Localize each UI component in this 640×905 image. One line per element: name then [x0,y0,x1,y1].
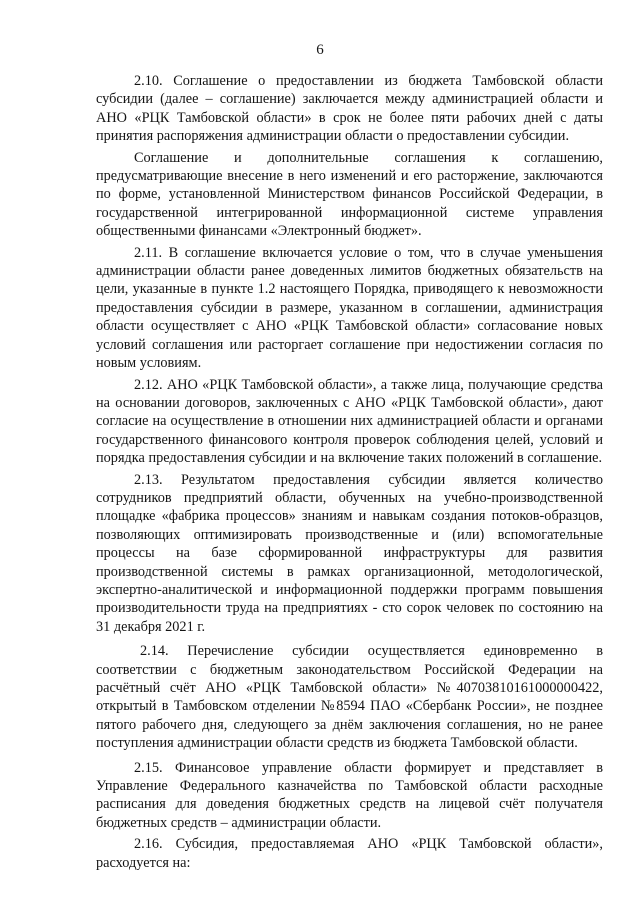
paragraph-2-14: 2.14. Перечисление субсидии осуществляется единовременно в соответствии с бюджетным законодательством Российской Федерации на расчётный счёт АНО «РЦК Тамбовской области» №40703810161000000422, открытый в Тамбовском отделении №8594 ПАО «Сбербанк России», не позднее пятого рабочего дня, следующего за днём заключения соглашения, но не ранее поступления администрации области средств из бюджета Тамбовской области. [96,643,603,752]
document-body [96,72,603,872]
page-number: 6 [316,42,324,58]
paragraph-2-15: 2.15. Финансовое управление области формирует и представляет в Управление Федерального казначейства по Тамбовской области расходные расписания для доведения бюджетных средств на лицевой счёт получателя бюджетных средств – администрации области. [96,759,603,831]
paragraph-2-12: 2.12. АНО «РЦК Тамбовской области», а также лица, получающие средства на основании договоров, заключенных с АНО «РЦК Тамбовской области», дают согласие на осуществление в отношении них администрацией области и органами государственного финансового контроля проверок соблюдения целей, условий и порядка предоставления субсидии и на включение таких положений в соглашение. [96,376,603,467]
paragraph-2-10: 2.10. Соглашение о предоставлении из бюджета Тамбовской области субсидии (далее – соглашение) заключается между администрацией области и АНО «РЦК Тамбовской области» в срок не более пяти рабочих дней с даты принятия распоряжения администрации области о предоставлении субсидии. [96,73,603,145]
paragraph-2-10-agreement-form: Соглашение и дополнительные соглашения к соглашению, предусматривающие внесение в него изменений и его расторжение, заключаются по форме, установленной Министерством финансов Российской Федерации, в государственной интегрированной информационной системе управления общественными финансами «Электронный бюджет». [96,149,603,240]
paragraph-2-16: 2.16. Субсидия, предоставляемая АНО «РЦК Тамбовской области», расходуется на: [96,836,603,871]
paragraph-2-11: 2.11. В соглашение включается условие о том, что в случае уменьшения администрации области ранее доведенных лимитов бюджетных обязательств на цели, указанные в пункте 1.2 настоящего Порядка, приводящего к невозможности предоставления субсидии в размере, указанном в соглашении, администрация области осуществляет с АНО «РЦК Тамбовской области» согласование новых условий соглашения или расторгает соглашение при недостижении согласия по новым условиям. [96,244,603,372]
paragraph-2-13: 2.13. Результатом предоставления субсидии является количество сотрудников предприятий области, обученных на учебно-производственной площадке «фабрика процессов» знаниям и навыкам создания потоков-образцов, позволяющих оптимизировать производственные и (или) вспомогательные процессы на базе сформированной инфраструктуры для развития производственной системы в рамках организационной, методологической, экспертно-аналитической и информационной поддержки программ повышения производительности труда на предприятиях - сто сорок человек по состоянию на 31 декабря 2021 г. [96,471,603,635]
